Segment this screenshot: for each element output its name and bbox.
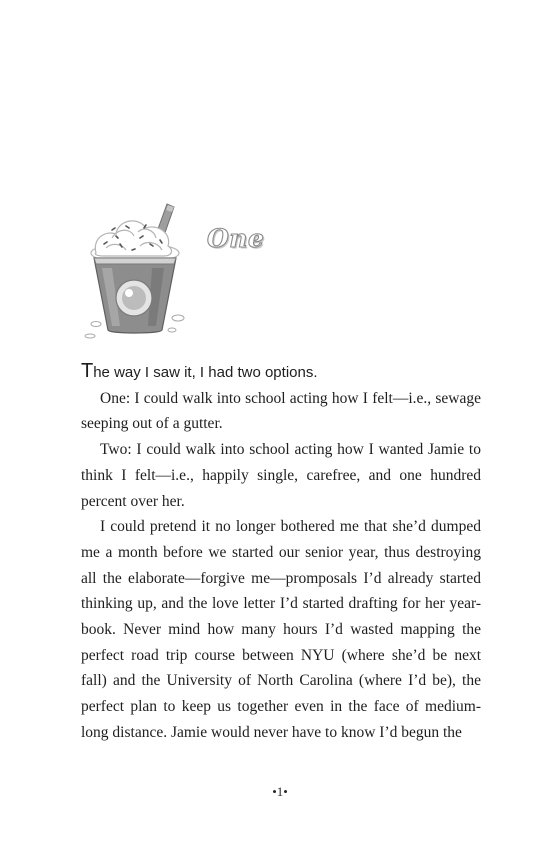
paragraph-opening [81,359,481,386]
paragraph: I could pretend it no longer bothered me that she’d dumped me a month before we started our senior year, thus destroying all the elaborate—forgive me—promposals I’d already started thinking up, and the love letter I’d started drafting for her year-book. Never mind how many hours I’d wasted mapping the perfect road trip course between NYU (where she’d be next fall) and the University of North Carolina (where I’d be), the perfect plan to keep us together even in the face of medium-long distance. Jamie would never have to know I’d begun the [81,518,481,741]
cup-icon [94,258,176,333]
lead-in-capital: T [81,360,94,382]
paragraph: One: I could walk into school acting how I felt—i.e., sewage seeping out of a gutter. [81,389,481,433]
lead-in-text: he way I saw it, I had two options. [93,364,318,381]
page-number: •1• [272,784,288,799]
paragraph: Two: I could walk into school acting how I wanted Jamie to think I felt—i.e., happily single, carefree, and one hundred percent over her. [81,441,481,510]
chapter-body [81,359,481,746]
iced-drink-with-whipped-cream-icon [82,198,188,344]
chapter-title: One [207,224,265,253]
